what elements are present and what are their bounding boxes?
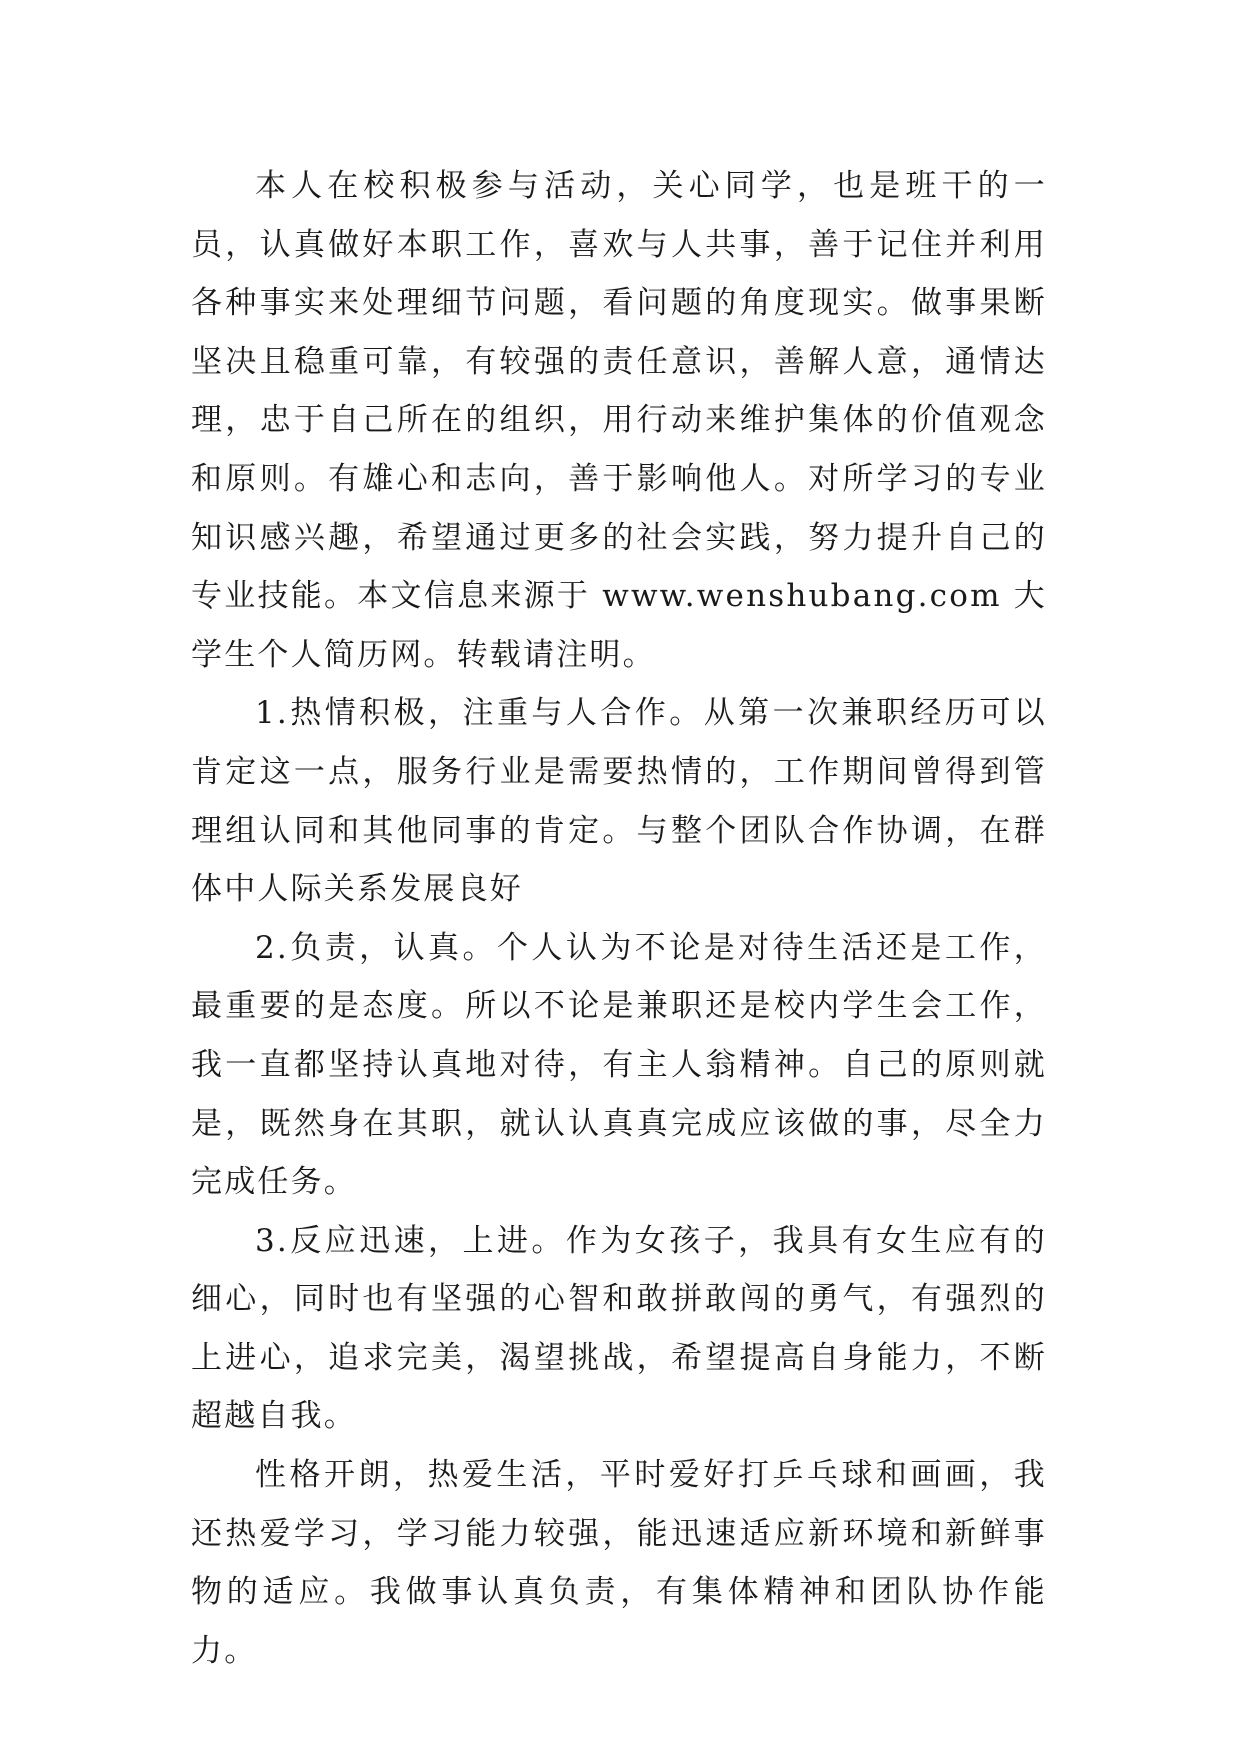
paragraph-self-introduction: 本人在校积极参与活动，关心同学，也是班干的一员，认真做好本职工作，喜欢与人共事，善于记住并利用各种事实来处理细节问题，看问题的角度现实。做事果断坚决且稳重可靠，有较强的责任意识，善解人意，通情达理，忠于自己所在的组织，用行动来维护集体的价值观念和原则。有雄心和志向，善于影响他人。对所学习的专业知识感兴趣，希望通过更多的社会实践，努力提升自己的专业技能。本文信息来源于 www.wenshubang.com 大学生个人简历网。转载请注明。 [191,168,1047,673]
document-body [191,157,1047,1680]
paragraph-point-1: 1.热情积极，注重与人合作。从第一次兼职经历可以肯定这一点，服务行业是需要热情的，工作期间曾得到管理组认同和其他同事的肯定。与整个团队合作协调，在群体中人际关系发展良好 [191,695,1047,908]
paragraph-personality: 性格开朗，热爱生活，平时爱好打乒乓球和画画，我还热爱学习，学习能力较强，能迅速适应新环境和新鲜事物的适应。我做事认真负责，有集体精神和团队协作能力。 [191,1457,1047,1669]
paragraph-point-2: 2.负责，认真。个人认为不论是对待生活还是工作，最重要的是态度。所以不论是兼职还是校内学生会工作，我一直都坚持认真地对待，有主人翁精神。自己的原则就是，既然身在其职，就认认真真完成应该做的事，尽全力完成任务。 [191,929,1047,1201]
paragraph-point-3: 3.反应迅速，上进。作为女孩子，我具有女生应有的细心，同时也有坚强的心智和敢拼敢闯的勇气，有强烈的上进心，追求完美，渴望挑战，希望提高自身能力，不断超越自我。 [191,1222,1047,1435]
